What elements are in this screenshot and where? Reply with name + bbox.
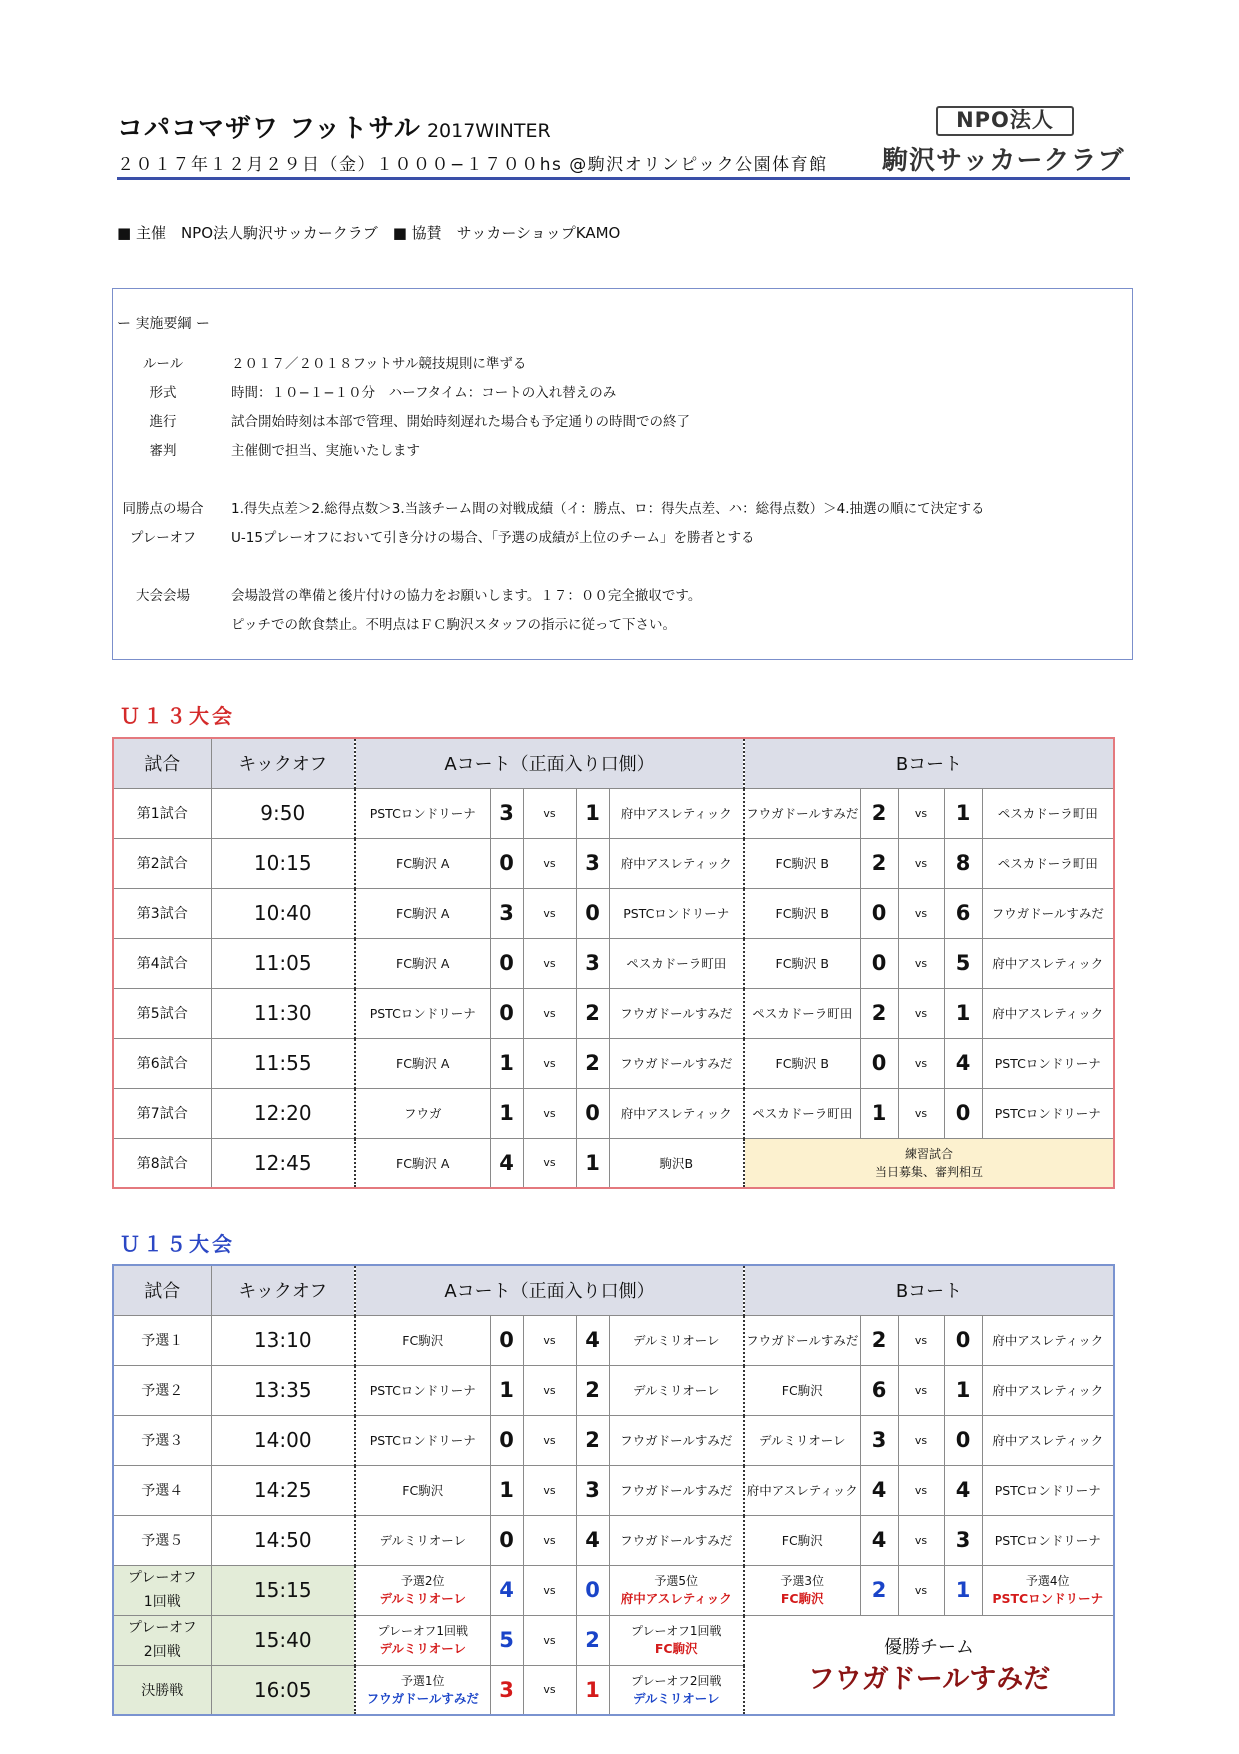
home-score: 2 bbox=[860, 1565, 898, 1615]
away-team: 府中アスレティック bbox=[982, 988, 1114, 1038]
away-team: デルミリオーレ bbox=[609, 1315, 744, 1365]
vs-label: vs bbox=[898, 1565, 944, 1615]
vs-label: vs bbox=[898, 1365, 944, 1415]
home-team: フウガドールすみだ bbox=[744, 788, 860, 838]
home-score: 4 bbox=[860, 1515, 898, 1565]
table-row bbox=[113, 788, 1114, 838]
home-score: 4 bbox=[490, 1138, 523, 1188]
away-team: 府中アスレティック bbox=[982, 1315, 1114, 1365]
outline-label: 進行 bbox=[149, 414, 177, 430]
u15-schedule-table bbox=[112, 1264, 1115, 1716]
kickoff-time: 13:10 bbox=[211, 1315, 355, 1365]
vs-label: vs bbox=[898, 1515, 944, 1565]
away-score: 2 bbox=[576, 1615, 609, 1665]
vs-label: vs bbox=[523, 1665, 576, 1715]
team-label: 予選1位 bbox=[400, 1673, 445, 1688]
vs-label: vs bbox=[523, 1365, 576, 1415]
home-score: 3 bbox=[490, 888, 523, 938]
kickoff-time: 14:25 bbox=[211, 1465, 355, 1515]
header-court-a: Aコート（正面入り口側） bbox=[355, 1265, 744, 1315]
match-name bbox=[113, 1615, 211, 1665]
home-team: ペスカドーラ町田 bbox=[744, 1088, 860, 1138]
practice-detail: 当日募集、審判相互 bbox=[874, 1164, 983, 1179]
outline-value: 1.得失点差＞2.総得点数＞3.当該チーム間の対戦成績（イ：勝点、ロ：得失点差、ハ：総得点数）＞4.抽選の順にて決定する bbox=[231, 501, 985, 517]
team-label: 予選5位 bbox=[654, 1574, 699, 1588]
kickoff-time: 11:55 bbox=[211, 1038, 355, 1088]
vs-label: vs bbox=[898, 1315, 944, 1365]
away-score: 4 bbox=[576, 1315, 609, 1365]
vs-label: vs bbox=[898, 1088, 944, 1138]
table-row bbox=[113, 888, 1114, 938]
kickoff-time: 12:45 bbox=[211, 1138, 355, 1188]
page-title bbox=[117, 108, 551, 145]
outline-title: ー 実施要綱 ー bbox=[117, 316, 210, 332]
home-score: 0 bbox=[860, 938, 898, 988]
vs-label: vs bbox=[523, 1138, 576, 1188]
team-label: プレーオフ1回戦 bbox=[630, 1624, 722, 1638]
home-score: 0 bbox=[490, 1315, 523, 1365]
logo-club-name: 駒沢サッカークラブ bbox=[882, 146, 1125, 176]
round-name: プレーオフ bbox=[127, 1570, 197, 1586]
header-match: 試合 bbox=[113, 1265, 211, 1315]
vs-label: vs bbox=[523, 1465, 576, 1515]
table-row bbox=[113, 1038, 1114, 1088]
vs-label: vs bbox=[898, 988, 944, 1038]
practice-title: 練習試合 bbox=[904, 1146, 953, 1161]
kickoff-time: 10:40 bbox=[211, 888, 355, 938]
away-score: 1 bbox=[944, 1365, 982, 1415]
away-team: ペスカドーラ町田 bbox=[982, 838, 1114, 888]
away-team: 府中アスレティック bbox=[982, 1415, 1114, 1465]
home-score: 6 bbox=[860, 1365, 898, 1415]
away-score: 0 bbox=[944, 1088, 982, 1138]
vs-label: vs bbox=[523, 938, 576, 988]
home-team: FC駒沢 bbox=[355, 1465, 490, 1515]
table-row bbox=[113, 1415, 1114, 1465]
outline-label: ルール bbox=[142, 356, 184, 372]
kickoff-time: 13:35 bbox=[211, 1365, 355, 1415]
away-team: ペスカドーラ町田 bbox=[982, 788, 1114, 838]
match-name: 第8試合 bbox=[113, 1138, 211, 1188]
home-team: FC駒沢 bbox=[744, 1365, 860, 1415]
table-row bbox=[113, 1365, 1114, 1415]
away-team: 府中アスレティック bbox=[609, 1088, 744, 1138]
kickoff-time: 12:20 bbox=[211, 1088, 355, 1138]
home-team: デルミリオーレ bbox=[355, 1515, 490, 1565]
team-label: 予選2位 bbox=[400, 1574, 445, 1588]
away-score: 8 bbox=[944, 838, 982, 888]
match-name: 予選３ bbox=[113, 1415, 211, 1465]
away-score: 4 bbox=[944, 1465, 982, 1515]
home-score: 0 bbox=[490, 938, 523, 988]
away-team: PSTCロンドリーナ bbox=[982, 1088, 1114, 1138]
title-sub: 2017WINTER bbox=[426, 120, 551, 142]
champion-label: 優勝チーム bbox=[884, 1636, 974, 1658]
team-name: PSTCロンドリーナ bbox=[992, 1591, 1104, 1606]
match-name: 予選２ bbox=[113, 1365, 211, 1415]
away-team: フウガドールすみだ bbox=[609, 1038, 744, 1088]
away-team: 駒沢B bbox=[609, 1138, 744, 1188]
logo-npo: NPO法人 bbox=[936, 106, 1074, 136]
vs-label: vs bbox=[898, 1038, 944, 1088]
team-label: プレーオフ1回戦 bbox=[377, 1624, 469, 1638]
team-name: 府中アスレティック bbox=[620, 1591, 732, 1606]
home-team: PSTCロンドリーナ bbox=[355, 1415, 490, 1465]
away-score: 1 bbox=[944, 788, 982, 838]
away-score: 1 bbox=[576, 1138, 609, 1188]
home-score: 1 bbox=[490, 1038, 523, 1088]
vs-label: vs bbox=[523, 988, 576, 1038]
home-score: 3 bbox=[490, 788, 523, 838]
vs-label: vs bbox=[898, 788, 944, 838]
kickoff-time: 14:00 bbox=[211, 1415, 355, 1465]
team-home bbox=[355, 1665, 490, 1715]
home-score: 0 bbox=[860, 888, 898, 938]
away-team: 府中アスレティック bbox=[982, 1365, 1114, 1415]
outline-label: 形式 bbox=[149, 385, 177, 401]
vs-label: vs bbox=[523, 888, 576, 938]
team-label: プレーオフ2回戦 bbox=[630, 1673, 722, 1688]
away-score: 2 bbox=[576, 988, 609, 1038]
match-name: 予選４ bbox=[113, 1465, 211, 1515]
away-score: 2 bbox=[576, 1038, 609, 1088]
outline-label: 同勝点の場合 bbox=[122, 501, 204, 517]
team-label: 予選3位 bbox=[780, 1574, 825, 1588]
header-court-a: Aコート（正面入り口側） bbox=[355, 738, 744, 788]
table-header-row bbox=[113, 738, 1114, 788]
home-team: FC駒沢 A bbox=[355, 938, 490, 988]
home-score: 0 bbox=[490, 1415, 523, 1465]
vs-label: vs bbox=[898, 888, 944, 938]
u13-schedule-table bbox=[112, 737, 1115, 1189]
page-header bbox=[117, 104, 1130, 180]
outline-label: 大会会場 bbox=[136, 588, 190, 604]
away-score: 2 bbox=[576, 1365, 609, 1415]
round-no: 2回戦 bbox=[143, 1644, 181, 1660]
team-home bbox=[355, 1565, 490, 1615]
home-team: デルミリオーレ bbox=[744, 1415, 860, 1465]
vs-label: vs bbox=[523, 1315, 576, 1365]
outline-value: ピッチでの飲食禁止。不明点はＦＣ駒沢スタッフの指示に従って下さい。 bbox=[231, 617, 676, 633]
team-away bbox=[982, 1565, 1114, 1615]
away-score: 4 bbox=[576, 1515, 609, 1565]
outline-label: プレーオフ bbox=[129, 530, 197, 546]
table-row bbox=[113, 988, 1114, 1038]
match-name: 決勝戦 bbox=[113, 1665, 211, 1715]
playoff-row bbox=[113, 1565, 1114, 1615]
away-score: 1 bbox=[576, 788, 609, 838]
match-name: 予選５ bbox=[113, 1515, 211, 1565]
team-name: フウガドールすみだ bbox=[366, 1690, 479, 1706]
vs-label: vs bbox=[898, 1415, 944, 1465]
match-name: 第6試合 bbox=[113, 1038, 211, 1088]
sponsor-line: ■ 主催 NPO法人駒沢サッカークラブ ■ 協賛 サッカーショップKAMO bbox=[117, 224, 621, 242]
outline-value: ２０１７／２０１８フットサル競技規則に準ずる bbox=[231, 356, 527, 372]
header-match: 試合 bbox=[113, 738, 211, 788]
vs-label: vs bbox=[898, 838, 944, 888]
table-row bbox=[113, 838, 1114, 888]
u15-title: Ｕ１５大会 bbox=[120, 1232, 235, 1256]
kickoff-time: 15:40 bbox=[211, 1615, 355, 1665]
home-score: 2 bbox=[860, 1315, 898, 1365]
outline-value: 時間：１０−１−１０分 ハーフタイム：コートの入れ替えのみ bbox=[231, 385, 617, 401]
table-header-row bbox=[113, 1265, 1114, 1315]
home-team: FC駒沢 B bbox=[744, 838, 860, 888]
away-score: 0 bbox=[576, 1088, 609, 1138]
home-team: PSTCロンドリーナ bbox=[355, 788, 490, 838]
team-name: デルミリオーレ bbox=[379, 1641, 466, 1656]
club-logo bbox=[882, 104, 1125, 176]
away-team: PSTCロンドリーナ bbox=[982, 1515, 1114, 1565]
outline-value: U-15プレーオフにおいて引き分けの場合、「予選の成績が上位のチーム」を勝者とする bbox=[231, 530, 755, 546]
team-name: FC駒沢 bbox=[654, 1641, 698, 1656]
header-court-b: Bコート bbox=[744, 1265, 1114, 1315]
kickoff-time: 11:05 bbox=[211, 938, 355, 988]
kickoff-time: 9:50 bbox=[211, 788, 355, 838]
playoff-row bbox=[113, 1615, 1114, 1665]
u13-title: Ｕ１３大会 bbox=[120, 704, 235, 728]
away-score: 1 bbox=[576, 1665, 609, 1715]
outline-label: 審判 bbox=[149, 443, 177, 459]
away-score: 2 bbox=[576, 1415, 609, 1465]
home-score: 2 bbox=[860, 988, 898, 1038]
away-score: 1 bbox=[944, 1565, 982, 1615]
home-score: 1 bbox=[860, 1088, 898, 1138]
home-score: 4 bbox=[490, 1565, 523, 1615]
home-score: 0 bbox=[490, 1515, 523, 1565]
vs-label: vs bbox=[523, 838, 576, 888]
away-team: 府中アスレティック bbox=[609, 838, 744, 888]
header-kickoff: キックオフ bbox=[211, 738, 355, 788]
away-team: フウガドールすみだ bbox=[609, 988, 744, 1038]
home-team: FC駒沢 A bbox=[355, 1138, 490, 1188]
match-name: 第4試合 bbox=[113, 938, 211, 988]
home-score: 1 bbox=[490, 1365, 523, 1415]
home-score: 5 bbox=[490, 1615, 523, 1665]
home-team: FC駒沢 A bbox=[355, 838, 490, 888]
away-score: 6 bbox=[944, 888, 982, 938]
away-team: PSTCロンドリーナ bbox=[609, 888, 744, 938]
vs-label: vs bbox=[523, 1038, 576, 1088]
home-score: 0 bbox=[860, 1038, 898, 1088]
home-team: FC駒沢 B bbox=[744, 938, 860, 988]
header-kickoff: キックオフ bbox=[211, 1265, 355, 1315]
vs-label: vs bbox=[523, 1615, 576, 1665]
table-row bbox=[113, 1315, 1114, 1365]
home-team: 府中アスレティック bbox=[744, 1465, 860, 1515]
away-score: 0 bbox=[944, 1415, 982, 1465]
away-score: 3 bbox=[944, 1515, 982, 1565]
team-away bbox=[609, 1565, 744, 1615]
team-name: FC駒沢 bbox=[780, 1591, 824, 1606]
home-score: 0 bbox=[490, 988, 523, 1038]
away-team: 府中アスレティック bbox=[609, 788, 744, 838]
away-score: 3 bbox=[576, 938, 609, 988]
home-team: FC駒沢 B bbox=[744, 888, 860, 938]
table-row bbox=[113, 938, 1114, 988]
match-name: 第5試合 bbox=[113, 988, 211, 1038]
team-name: デルミリオーレ bbox=[379, 1591, 466, 1606]
away-score: 3 bbox=[576, 838, 609, 888]
table-row bbox=[113, 1138, 1114, 1188]
round-no: 1回戦 bbox=[143, 1594, 181, 1610]
away-team: フウガドールすみだ bbox=[982, 888, 1114, 938]
home-team: FC駒沢 B bbox=[744, 1038, 860, 1088]
home-team: PSTCロンドリーナ bbox=[355, 1365, 490, 1415]
champion-team: フウガドールすみだ bbox=[807, 1663, 1051, 1695]
outline-value: 会場設営の準備と後片付けの協力をお願いします。１７：００完全撤収です。 bbox=[231, 588, 702, 604]
away-team: フウガドールすみだ bbox=[609, 1415, 744, 1465]
outline-value: 試合開始時刻は本部で管理、開始時刻遅れた場合も予定通りの時間での終了 bbox=[231, 414, 690, 430]
home-score: 1 bbox=[490, 1465, 523, 1515]
home-score: 0 bbox=[490, 838, 523, 888]
team-away bbox=[609, 1615, 744, 1665]
home-team: PSTCロンドリーナ bbox=[355, 988, 490, 1038]
home-team: FC駒沢 A bbox=[355, 888, 490, 938]
away-score: 0 bbox=[576, 888, 609, 938]
away-score: 4 bbox=[944, 1038, 982, 1088]
home-score: 2 bbox=[860, 788, 898, 838]
away-team: フウガドールすみだ bbox=[609, 1515, 744, 1565]
vs-label: vs bbox=[523, 1088, 576, 1138]
away-team: フウガドールすみだ bbox=[609, 1465, 744, 1515]
vs-label: vs bbox=[898, 1465, 944, 1515]
away-score: 0 bbox=[576, 1565, 609, 1615]
kickoff-time: 14:50 bbox=[211, 1515, 355, 1565]
team-label: 予選4位 bbox=[1025, 1574, 1070, 1588]
header-court-b: Bコート bbox=[744, 738, 1114, 788]
kickoff-time: 16:05 bbox=[211, 1665, 355, 1715]
away-score: 0 bbox=[944, 1315, 982, 1365]
vs-label: vs bbox=[523, 1565, 576, 1615]
home-score: 3 bbox=[490, 1665, 523, 1715]
away-score: 1 bbox=[944, 988, 982, 1038]
home-score: 4 bbox=[860, 1465, 898, 1515]
team-name: デルミリオーレ bbox=[632, 1690, 720, 1706]
home-team: FC駒沢 bbox=[744, 1515, 860, 1565]
team-away bbox=[609, 1665, 744, 1715]
team-home bbox=[744, 1565, 860, 1615]
away-score: 5 bbox=[944, 938, 982, 988]
away-team: PSTCロンドリーナ bbox=[982, 1038, 1114, 1088]
match-name: 第3試合 bbox=[113, 888, 211, 938]
home-score: 2 bbox=[860, 838, 898, 888]
table-row bbox=[113, 1088, 1114, 1138]
vs-label: vs bbox=[523, 1415, 576, 1465]
home-team: FC駒沢 bbox=[355, 1315, 490, 1365]
title-main: コパコマザワ フットサル bbox=[117, 114, 421, 144]
away-score: 3 bbox=[576, 1465, 609, 1515]
vs-label: vs bbox=[523, 788, 576, 838]
away-team: デルミリオーレ bbox=[609, 1365, 744, 1415]
table-row bbox=[113, 1515, 1114, 1565]
kickoff-time: 11:30 bbox=[211, 988, 355, 1038]
match-name: 第7試合 bbox=[113, 1088, 211, 1138]
outline-box bbox=[112, 288, 1133, 660]
match-name bbox=[113, 1565, 211, 1615]
home-team: ペスカドーラ町田 bbox=[744, 988, 860, 1038]
away-team: 府中アスレティック bbox=[982, 938, 1114, 988]
kickoff-time: 10:15 bbox=[211, 838, 355, 888]
away-team: PSTCロンドリーナ bbox=[982, 1465, 1114, 1515]
vs-label: vs bbox=[898, 938, 944, 988]
home-team: FC駒沢 A bbox=[355, 1038, 490, 1088]
home-score: 1 bbox=[490, 1088, 523, 1138]
match-name: 第2試合 bbox=[113, 838, 211, 888]
home-team: フウガドールすみだ bbox=[744, 1315, 860, 1365]
match-name: 第1試合 bbox=[113, 788, 211, 838]
kickoff-time: 15:15 bbox=[211, 1565, 355, 1615]
team-home bbox=[355, 1615, 490, 1665]
match-name: 予選１ bbox=[113, 1315, 211, 1365]
home-score: 3 bbox=[860, 1415, 898, 1465]
champion-box bbox=[744, 1615, 1114, 1715]
outline-value: 主催側で担当、実施いたします bbox=[231, 443, 420, 459]
round-name: プレーオフ bbox=[127, 1620, 197, 1636]
home-team: フウガ bbox=[355, 1088, 490, 1138]
event-date: ２０１７年１２月２９日（金）１０００−１７００hs @駒沢オリンピック公園体育館 bbox=[117, 155, 828, 175]
practice-match-note bbox=[744, 1138, 1114, 1188]
away-team: ペスカドーラ町田 bbox=[609, 938, 744, 988]
vs-label: vs bbox=[523, 1515, 576, 1565]
table-row bbox=[113, 1465, 1114, 1515]
